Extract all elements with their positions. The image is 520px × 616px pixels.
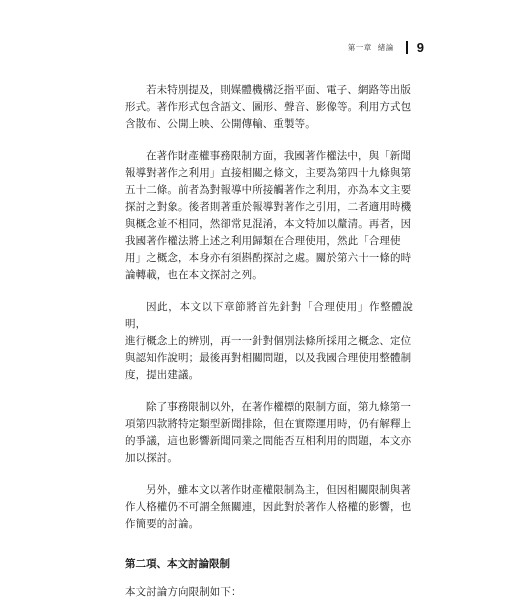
paragraph-4: 除了事務限制以外，在著作權標的限制方面，第九條第一 項第四款將特定類型新聞排除，但在實際運用時，仍有解釋上 的爭議，這也影響新聞同業之間能否互相利用的問題，本文亦 加以探討。 [125,401,412,464]
page-number: 9 [416,40,424,55]
chapter-label: 第一章 [347,43,372,52]
running-header [348,40,424,55]
paragraph-1: 若未特別提及，則媒體機構泛指平面、電子、網路等出版 形式。著作形式包含語文、圖形、聲音、影像等。利用方式包 含散布、公開上映、公開傳輸、重製等。 [125,84,412,130]
body-text [125,82,413,616]
section-heading: 第二項、本文討論限制 [125,558,230,570]
paragraph-3: 因此，本文以下章節將首先針對「合理使用」作整體說明， 進行概念上的辨別，再一一針對個別法條所採用之概念、定位 與認知作說明；最後再對相關問題，以及我國合理使用整體制 度，提出建議。 [125,301,413,381]
paragraph-5: 另外，雖本文以著作財產權限制為主，但因相關限制與著 作人格權仍不可謂全無關連，因此對於著作人格權的影響，也 作簡要的討論。 [125,484,412,530]
paragraph-2: 在著作財產權事務限制方面，我國著作權法中，與「新聞 報導對著作之利用」直接相關之條文，主要為第四十九條與第 五十二條。前者為對報導中所接觸著作之利用，亦為本文主要 探討之對象。後者則著重於報導對著作之引用，二者適用時機 與概念並不相同，然卻常見混淆，本文特加以釐清。再者，因 我國著作權法將上述之利用歸類在合理使用，然此「合理使 用」之概念，本身亦有須斟酌探討之處。關於第六十一條的時 論轉載，也在本文探討之列。 [125,150,412,281]
section-intro: 本文討論方向限制如下： [125,586,242,598]
header-divider [406,41,408,54]
chapter-title: 緒論 [377,43,394,52]
